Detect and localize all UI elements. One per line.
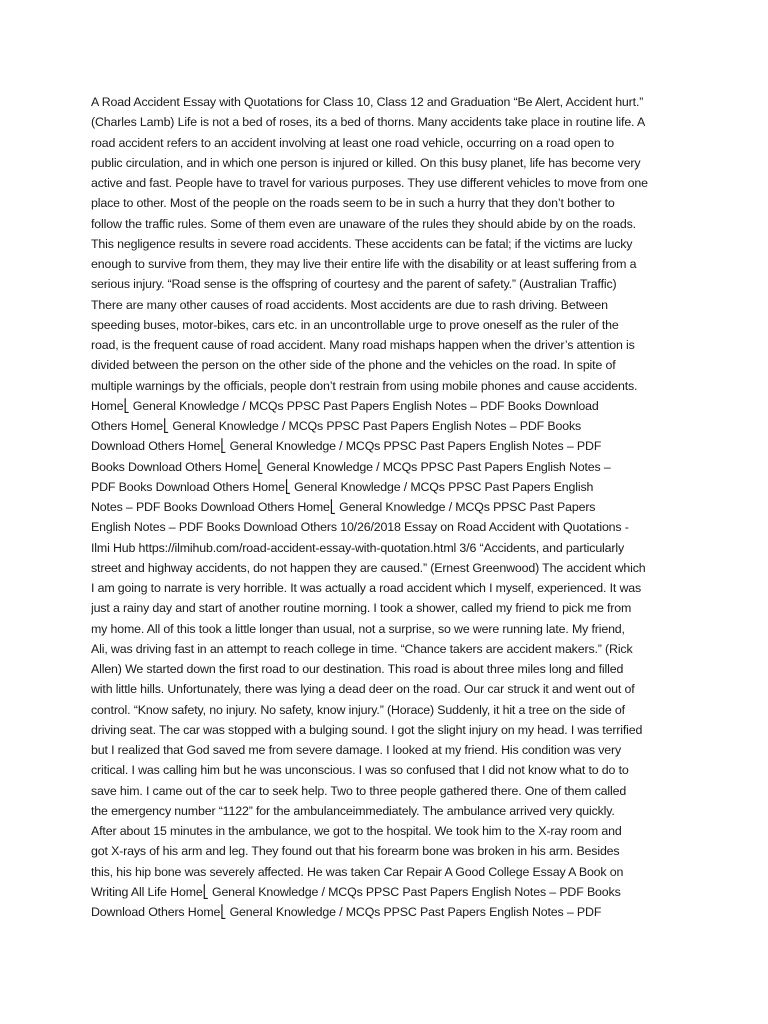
text-line: Books Download Others Home⎣ General Knowledge / MCQs PPSC Past Papers English Notes – — [91, 459, 611, 474]
text-line: Download Others Home⎣ General Knowledge / MCQs PPSC Past Papers English Notes – PDF — [91, 905, 602, 919]
text-line: the emergency number “1122” for the ambulanceimmediately. The ambulance arrived very quickly. — [91, 803, 615, 818]
text-line: A Road Accident Essay with Quotations for Class 10, Class 12 and Graduation “Be Alert, Accident hurt.” — [91, 95, 644, 109]
text-line: Download Others Home⎣ General Knowledge / MCQs PPSC Past Papers English Notes – PDF — [91, 439, 602, 454]
text-line: my home. All of this took a little longer than usual, not a surprise, so we were running late. My friend, — [91, 621, 625, 636]
text-line: follow the traffic rules. Some of them even are unaware of the rules they should abide by on the roads. — [91, 216, 636, 231]
text-line: I am going to narrate is very horrible. It was actually a road accident which I myself, experienced. It was — [91, 581, 642, 595]
text-line: Home⎣ General Knowledge / MCQs PPSC Past Papers English Notes – PDF Books Download — [91, 398, 599, 413]
text-line: with little hills. Unfortunately, there was lying a dead deer on the road. Our car struck it and went out of — [91, 682, 635, 697]
text-line: road accident refers to an accident involving at least one road vehicle, occurring on a road open to — [91, 135, 614, 150]
text-line: English Notes – PDF Books Download Others 10/26/2018 Essay on Road Accident with Quotations - — [91, 520, 629, 535]
text-line: After about 15 minutes in the ambulance, we got to the hospital. We took him to the X-ray room and — [91, 824, 622, 838]
text-line: critical. I was calling him but he was unconscious. I was so confused that I did not know what to do to — [91, 763, 629, 778]
text-line: Writing All Life Home⎣ General Knowledge / MCQs PPSC Past Papers English Notes – PDF Books — [91, 884, 621, 899]
text-line: (Charles Lamb) Life is not a bed of roses, its a bed of thorns. Many accidents take place in routine life. A — [91, 115, 646, 130]
text-line: This negligence results in severe road accidents. These accidents can be fatal; if the victims are lucky — [91, 236, 633, 251]
text-line: Others Home⎣ General Knowledge / MCQs PPSC Past Papers English Notes – PDF Books — [91, 419, 582, 433]
text-line: enough to survive from them, they may live their entire life with the disability or at least suffering from a — [91, 257, 637, 271]
text-line: Allen) We started down the first road to our destination. This road is about three miles long and filled — [91, 662, 624, 676]
text-line: save him. I came out of the car to seek help. Two to three people gathered there. One of them called — [91, 783, 627, 798]
text-line: got X-rays of his arm and leg. They found out that his forearm bone was broken in his arm. Besides — [91, 844, 620, 859]
text-line: active and fast. People have to travel for various purposes. They use different vehicles to move from one — [91, 176, 648, 190]
text-line: Notes – PDF Books Download Others Home⎣ General Knowledge / MCQs PPSC Past Papers — [91, 500, 596, 514]
text-line: Ali, was driving fast in an attempt to reach college in time. “Chance takers are accident makers.” (Rick — [91, 641, 633, 656]
text-line: control. “Know safety, no injury. No safety, know injury.” (Horace) Suddenly, it hit a tree on the side of — [91, 702, 625, 717]
text-line: but I realized that God saved me from severe damage. I looked at my friend. His condition was very — [91, 743, 622, 757]
text-line: multiple warnings by the officials, people don’t restrain from using mobile phones and cause accidents. — [91, 378, 638, 393]
text-line: public circulation, and in which one person is injured or killed. On this busy planet, life has become very — [91, 155, 641, 170]
text-line: driving seat. The car was stopped with a bulging sound. I got the slight injury on my head. I was terrified — [91, 722, 643, 737]
text-line: speeding buses, motor-bikes, cars etc. in an uncontrollable urge to prove oneself as the ruler of the — [91, 317, 619, 332]
text-line: just a rainy day and start of another routine morning. I took a shower, called my friend to pick me from — [91, 601, 632, 616]
text-line: this, his hip bone was severely affected. He was taken Car Repair A Good College Essay A Book on — [91, 864, 624, 879]
text-line: street and highway accidents, do not happen they are caused.” (Ernest Greenwood) The accident which — [91, 560, 646, 575]
text-line: divided between the person on the other side of the phone and the vehicles on the road. In spite of — [91, 358, 616, 373]
text-line: PDF Books Download Others Home⎣ General Knowledge / MCQs PPSC Past Papers English — [91, 479, 594, 494]
text-line: There are many other causes of road accidents. Most accidents are due to rash driving. Between — [91, 297, 608, 312]
text-line: road, is the frequent cause of road accident. Many road mishaps happen when the driver’s attention is — [91, 338, 635, 352]
essay-text — [91, 92, 691, 922]
text-line: serious injury. “Road sense is the offspring of courtesy and the parent of safety.” (Australian Traffic) — [91, 277, 617, 292]
text-line: Ilmi Hub https://ilmihub.com/road-accident-essay-with-quotation.html 3/6 “Accidents, and particularly — [91, 540, 625, 555]
text-line: place to other. Most of the people on the roads seem to be in such a hurry that they don’t bother to — [91, 196, 615, 211]
